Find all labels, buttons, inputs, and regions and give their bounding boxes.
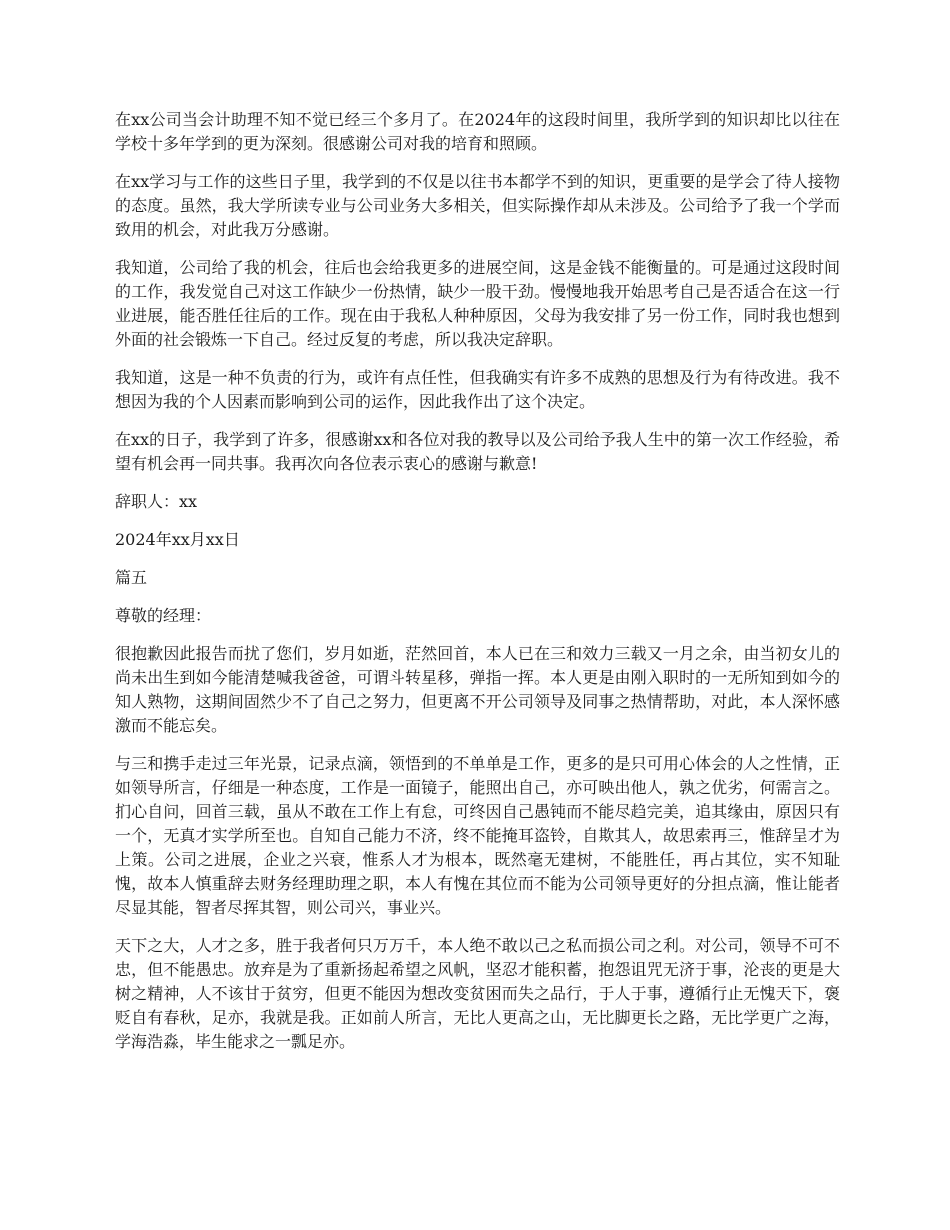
document-body (115, 108, 840, 1068)
paragraph-reason: 我知道，公司给了我的机会，往后也会给我更多的进展空间，这是金钱不能衡量的。可是通过这段时间的工作，我发觉自己对这工作缺少一份热情，缺少一股干劲。慢慢地我开始思考自己是否适合在这一行业进展，能否胜任往后的工作。现在由于我私人种种原因，父母为我安排了另一份工作，同时我也想到外面的社会锻炼一下自己。经过反复的考虑，所以我决定辞职。 (115, 258, 840, 349)
paragraph-section5-3: 天下之大，人才之多，胜于我者何只万万千，本人绝不敢以己之私而损公司之利。对公司，领导不可不忠，但不能愚忠。放弃是为了重新扬起希望之风帆，坚忍才能积蓄，抱怨诅咒无济于事，沦丧的更是大树之精神，人不该甘于贫穷，但更不能因为想改变贫困而失之品行，于人于事，遵循行止无愧天下，褒贬自有春秋，足亦，我就是我。正如前人所言，无比人更高之山，无比脚更长之路，无比学更广之海，学海浩淼，毕生能求之一瓢足亦。 (115, 936, 840, 1051)
paragraph-section5-2: 与三和携手走过三年光景，记录点滴，领悟到的不单单是工作，更多的是只可用心体会的人之性情，正如领导所言，仔细是一种态度，工作是一面镜子，能照出自己，亦可映出他人，孰之优劣，何需言之。扪心自问，回首三载，虽从不敢在工作上有怠，可终因自己愚钝而不能尽趋完美，追其缘由，原因只有一个，无真才实学所至也。自知自己能力不济，终不能掩耳盗铃，自欺其人，故思索再三，惟辞呈才为上策。公司之进展，企业之兴衰，惟系人才为根本，既然毫无建树，不能胜任，再占其位，实不知耻愧，故本人慎重辞去财务经理助理之职，本人有愧在其位而不能为公司领导更好的分担点滴，惟让能者尽显其能，智者尽挥其智，则公司兴，事业兴。 (115, 754, 840, 917)
section-heading: 篇五 (115, 568, 148, 587)
signature-line: 辞职人：xx (115, 492, 198, 511)
paragraph-apology: 我知道，这是一种不负责的行为，或许有点任性，但我确实有许多不成熟的思想及行为有待改进。我不想因为我的个人因素而影响到公司的运作，因此我作出了这个决定。 (115, 368, 840, 411)
paragraph-section5-1: 很抱歉因此报告而扰了您们，岁月如逝，茫然回首，本人已在三和效力三载又一月之余，由当初女儿的尚未出生到如今能清楚喊我爸爸，可谓斗转星移，弹指一挥。本人更是由刚入职时的一无所知到如今的知人熟物，这期间固然少不了自己之努力，但更离不开公司领导及同事之热情帮助，对此，本人深怀感激而不能忘矣。 (115, 644, 840, 735)
salutation: 尊敬的经理： (115, 606, 212, 625)
date-line: 2024年xx月xx日 (115, 530, 240, 549)
paragraph-intro: 在xx公司当会计助理不知不觉已经三个多月了。在2024年的这段时间里，我所学到的知识却比以往在学校十多年学到的更为深刻。很感谢公司对我的培育和照顾。 (115, 110, 840, 153)
paragraph-thanks: 在xx的日子，我学到了许多，很感谢xx和各位对我的教导以及公司给予我人生中的第一次工作经验，希望有机会再一同共事。我再次向各位表示衷心的感谢与歉意! (115, 430, 840, 473)
paragraph-learning: 在xx学习与工作的这些日子里，我学到的不仅是以往书本都学不到的知识，更重要的是学会了待人接物的态度。虽然，我大学所读专业与公司业务大多相关，但实际操作却从未涉及。公司给予了我一个学而致用的机会，对此我万分感谢。 (115, 172, 840, 239)
